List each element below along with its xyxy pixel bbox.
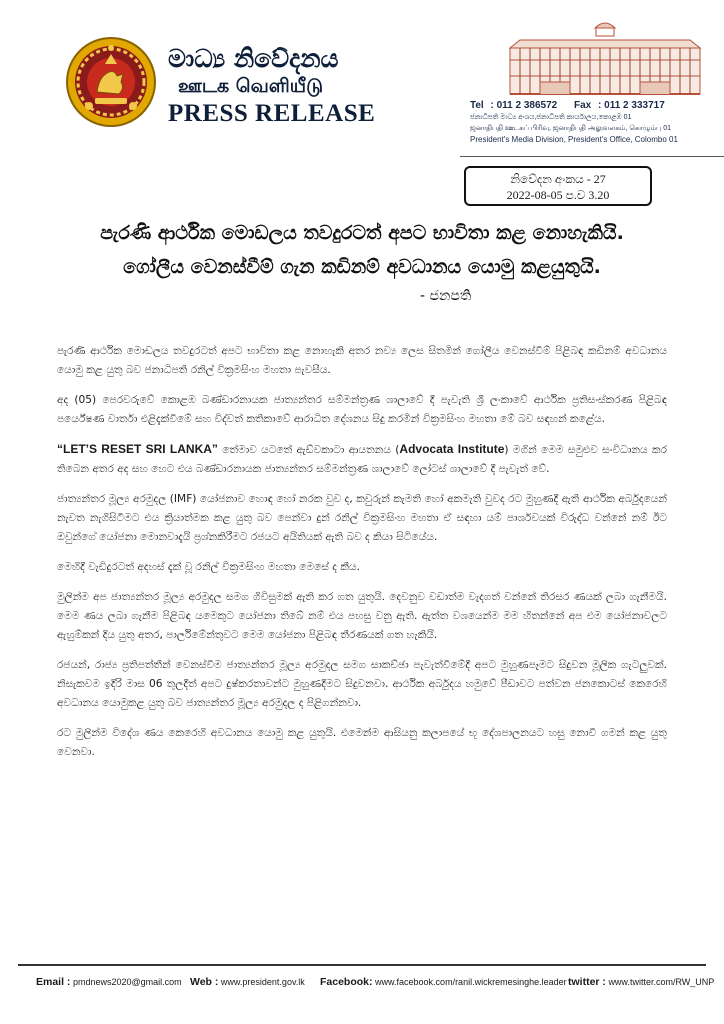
title-english: PRESS RELEASE	[168, 100, 376, 127]
headline	[30, 218, 694, 282]
headline-line-2: ගෝලීය වෙනස්වීම් ගැන කඩිනම් අවධානය යොමු කළයුතුයි.	[123, 256, 601, 278]
footer	[18, 976, 715, 992]
twitter-link[interactable]: www.twitter.com/RW_UNP	[608, 977, 715, 987]
email-link[interactable]: pmdnews2020@gmail.com	[72, 977, 182, 987]
title-block	[168, 44, 388, 130]
paragraph-5: මෙහිදී වැඩිදුරටත් අදහස් දැක් වූ රනිල් වික්‍රමසිංහ මහතා මෙසේ ද කීය.	[57, 561, 360, 573]
release-datetime: 2022-08-05 ප.ව 3.20	[506, 188, 610, 202]
paragraph-6: මුලින්ම අප ජාත්‍යන්තර මූල්‍ය අරමුදල සමග ගිවිසුමක් ඇති කර ගත යුතුයි. දෙවනුව වඩාත්ම වැදගත් වන්නේ තිරසර ණයක් ලබා ගැනීමයි. මෙම ණය ලබා ගැනීම පිළිබඳ යමෙකුට යෝජනා තිබේ නම් එය පහසු වනු ඇති. ඇත්ත වශයෙන්ම මම හිතන්නේ අප එම යෝජනාවලට ඇහුම්කන් දිය යුතු අතර, පාර්ලිමේන්තුවට මෙම යෝජනා පිළිබඳ තීරණයක් ගත හැකියි.	[57, 591, 667, 641]
office-address-english: President's Media Division, President's Office, Colombo 01	[470, 135, 678, 144]
paragraph-1: පැරණි ආර්ථික මොඩලය තවදුරටත් අපට භාවිතා කළ නොහැකි අතර නව්‍ය ලෙස සිතමින් ගෝලීය වෙනස්වීම් පිළිබඳ කඩිනම් අවධානය යොමු කළ යුතු බව ජනාධිපති රනිල් වික්‍රමසිංහ මහතා පැවසීය.	[57, 345, 667, 376]
release-number-box	[464, 166, 652, 206]
paragraph-2: අද (05) පෙරවරුවේ කොළඹ බණ්ඩාරනායක ජාත්‍යන්තර සම්මන්ත්‍රණ ශාලාවේ දී පැවැති ශ්‍රී ලංකාවේ ආර්ථික ප්‍රතිසංස්කරණ පිළිබඳ පර්යේෂණ වාර්තා එළිදැක්වීමේ සහ විද්වත් කතිකාවේ ආරාධිත දේශනය සිදු කරමින් වික්‍රමසිංහ මහතා මේ බව සඳහන් කළේය.	[57, 394, 667, 425]
paragraph-8: රට මුලින්ම විදේශ ණය කෙරෙහි අවධානය යොමු කළ යුතුයි. එමෙන්ම ආසියනු කලාපයේ භූ දේශපාලනයට හසු නොවී ගමන් කළ යුතු වෙනවා.	[57, 727, 667, 758]
phone-row	[470, 100, 720, 111]
release-number: නිවේදන අංකය - 27	[510, 172, 606, 186]
office-address-sinhala: ජනාධිපති මාධ්‍ය අංශය,ජනාධිපති කාර්යාලය,කොළඹ 01	[470, 114, 632, 121]
presidential-secretariat-building-icon	[500, 20, 710, 98]
institute-name: Advocata Institute	[399, 442, 505, 456]
office-address-tamil: ஜனாதிபதி ஊடகப் பிரிவு, ஜனாதிபதி அலுவலகம், கொழும்பு 01	[470, 125, 671, 132]
title-tamil: ஊடக வெளியீடு	[178, 75, 324, 97]
contact-block	[470, 100, 720, 144]
paragraph-3	[57, 440, 667, 479]
email-label: Email :	[36, 976, 71, 988]
twitter-label: twitter :	[568, 976, 606, 988]
paragraph-3-part-b: ) මගින් මෙම සමුළුව සංවිධානය කර තිබෙන අතර අද සහ හෙට එය බණ්ඩාරනායක ජාත්‍යන්තර සම්මන්ත්‍රණ ශාලාවේ ලෝටස් ශාලාවේ දී පැවැත් වේ.	[57, 444, 668, 475]
fax-label: Fax	[574, 100, 592, 111]
article-body	[57, 342, 667, 773]
facebook-link[interactable]: www.facebook.com/ranil.wickremesinghe.leader	[375, 977, 567, 987]
header	[0, 0, 724, 170]
tel-label: Tel	[470, 100, 484, 111]
facebook-label: Facebook:	[320, 976, 373, 988]
title-sinhala: මාධ්‍ය නිවේදනය	[168, 44, 339, 73]
footer-facebook	[320, 976, 567, 988]
footer-divider	[18, 964, 706, 966]
theme-title: “LET’S RESET SRI LANKA”	[57, 442, 218, 456]
footer-web	[190, 976, 305, 988]
paragraph-4: ජාත්‍යන්තර මූල්‍ය අරමුදල (IMF) යෝජනාව හොඳ හෝ නරක වුව ද, කවුරුන් කැමති හෝ අකමැති වුවද රට මුහුණදී ඇති ආර්ථික අර්බුදයෙන් නැවත නැගිසිටීමට එය ක්‍රියාත්මක කළ යුතු බව පෙන්වා දුන් රනිල් වික්‍රමසිංහ මහතා ඒ සඳහා යම් පාර්ශවයක් විරුද්ධ වන්නේ නම් ඊට ඔවුන්ගේ යෝජනා මොනවාදැයි ප්‍රශ්නකිරීමට රජයට අයිතියක් ඇති බව ද කියා සිටියේය.	[57, 493, 667, 543]
footer-twitter	[568, 976, 714, 988]
header-divider	[460, 156, 724, 157]
headline-line-1: පැරණි ආර්ථික මොඩලය තවදුරටත් අපට භාවිතා කළ නොහැකියි.	[100, 222, 624, 244]
byline: - ජනපති	[420, 288, 472, 304]
web-label: Web :	[190, 976, 219, 988]
paragraph-7: රජයන්, රාජ්‍ය ප්‍රතිපත්තීන් වෙනස්වීම ජාත්‍යන්තර මූල්‍ය අරමුදල සමග සාකච්ඡා පැවැත්වීමේදී අපට මුහුණපෑමට සිදුවන මූලික ගැටලුවක්. නිසැකවම ඉදිරි මාස 06 තුලදීත් අපට දුෂ්කරතාවන්ට මුහුණදීමට සිදුවනවා. ආර්ථික අර්බුදය හමුවේ පීඩාවට පත්වන ජනකොටස් කෙරෙහි අවධානය යොමුකළ යුතු බව ජාත්‍යන්තර මූල්‍ය අරමුදල ද පිළිගන්නවා.	[57, 659, 667, 709]
fax-number: : 011 2 333717	[598, 100, 665, 111]
web-link[interactable]: www.president.gov.lk	[220, 977, 305, 987]
paragraph-3-part-a: තේමාව යටතේ ඇඩ්වකාටා ආයතනය (	[217, 444, 400, 456]
sri-lanka-emblem	[65, 36, 157, 128]
tel-number: : 011 2 386572	[490, 100, 558, 111]
footer-email	[36, 976, 182, 988]
